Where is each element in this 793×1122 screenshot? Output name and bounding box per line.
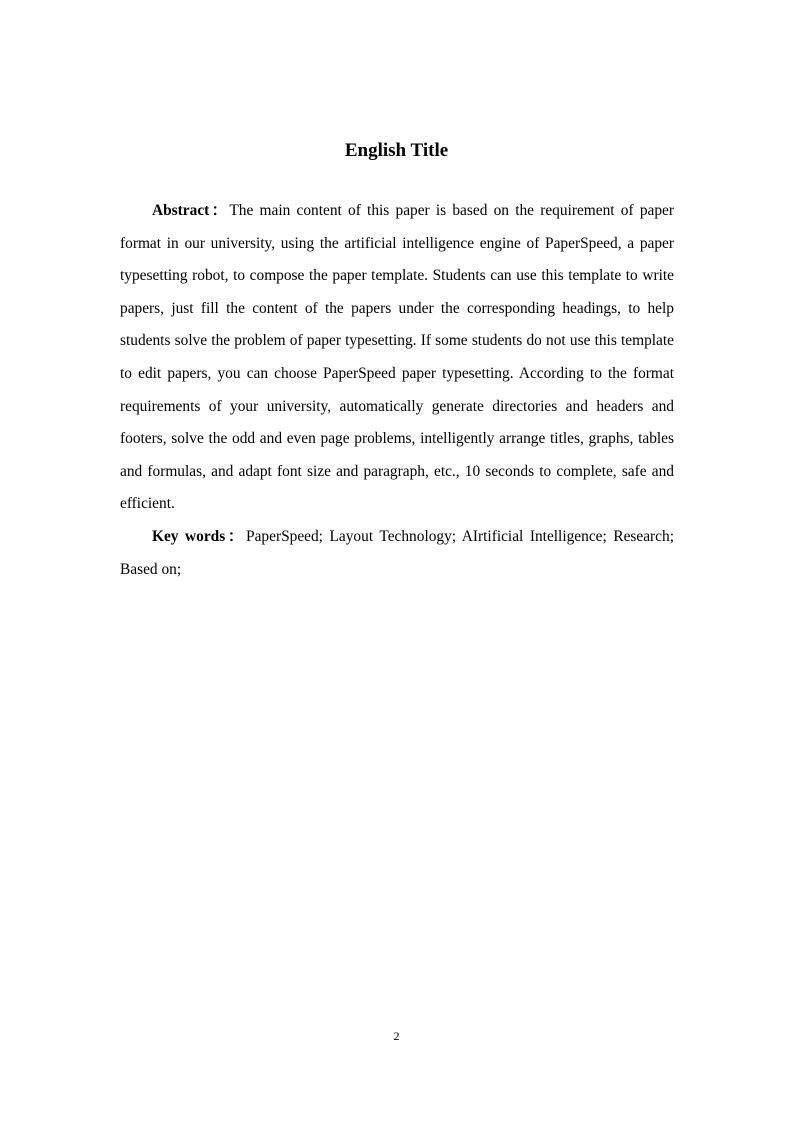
page-number: 2	[393, 1029, 400, 1043]
abstract-label: Abstract：	[152, 202, 230, 219]
keywords-paragraph	[120, 521, 674, 586]
document-body	[120, 195, 674, 586]
page-title: English Title	[344, 140, 449, 161]
abstract-text: The main content of this paper is based on the requirement of paper format in our university, using the artificial intelligence engine of PaperSpeed, a paper typesetting robot, to compose the paper template. Students can use this template to write papers, just fill the content of the papers under the corresponding headings, to help students solve the problem of paper typesetting. If some students do not use this template to edit papers, you can choose PaperSpeed paper typesetting. According to the format requirements of your university, automatically generate directories and headers and footers, solve the odd and even page problems, intelligently arrange titles, graphs, tables and formulas, and adapt font size and paragraph, etc., 10 seconds to complete, safe and efficient.	[120, 202, 674, 513]
keywords-text: PaperSpeed; Layout Technology; AIrtificial Intelligence; Research; Based on;	[120, 527, 674, 578]
keywords-label: Key words：	[152, 527, 247, 545]
abstract-paragraph	[120, 195, 674, 521]
